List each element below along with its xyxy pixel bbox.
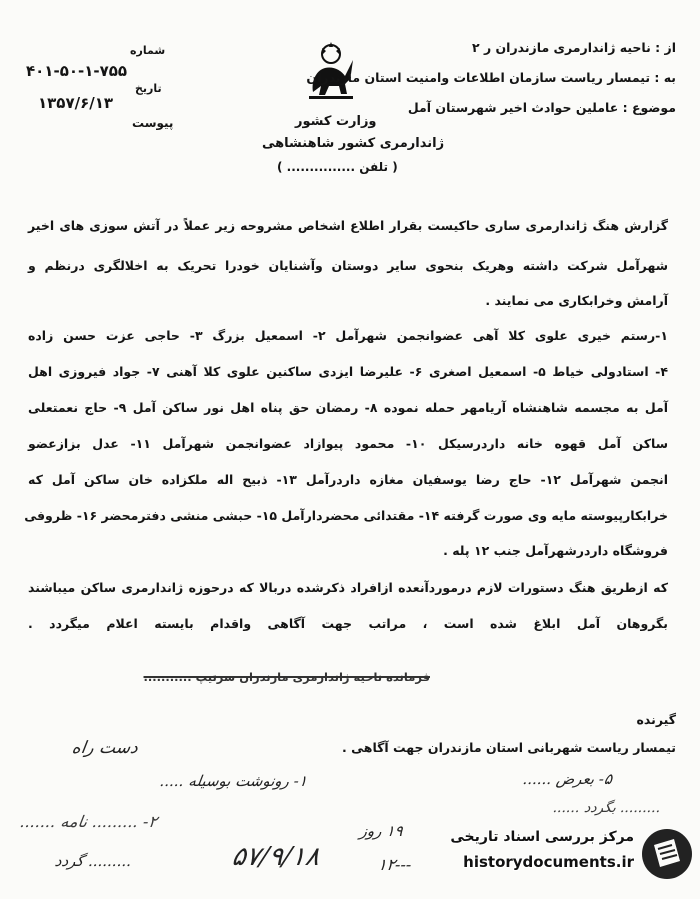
handwritten-date: ۵۷/۹/۱۸ xyxy=(229,842,322,872)
recipient-line: تیمسار ریاست شهربانی استان مازندران جهت آگاهی . xyxy=(342,740,676,755)
watermark xyxy=(394,823,694,887)
date-label: تاریخ xyxy=(135,82,162,95)
number-value: ۴۰۱-۵۰-۱-۷۵۵ xyxy=(26,62,128,80)
handwritten-note: ......... گردد xyxy=(53,852,133,870)
body-line: خرابکارپیوسته مایه وی صورت گرفته ۱۴- مقتدائی محضردارآمل ۱۵- حبشی منشی دفترمحضر ۱۶- ظروفی xyxy=(24,508,668,523)
watermark-logo-icon xyxy=(640,827,694,881)
handwritten-note: ۲- ......... نامه ....... xyxy=(18,812,159,831)
body-line: شهرآمل شرکت داشته وهریک بنحوی سایر دوستان وآشنایان خودرا تحریک به اخلالگری درنظم و xyxy=(28,258,668,273)
body-line: که ازطریق هنگ دستورات لازم درموردآنعده ازافراد ذکرشده دربالا که درحوزه ژاندارمری ساکن میباشند xyxy=(28,580,668,595)
handwritten-note: دست راه xyxy=(70,738,140,758)
date-value: ۱۳۵۷/۶/۱۳ xyxy=(38,94,114,112)
to-line: به : تیمسار ریاست سازمان اطلاعات وامنیت استان مازندران xyxy=(306,70,676,85)
body-line: گزارش هنگ ژاندارمری ساری حاکیست بقرار اطلاع اشخاص مشروحه زیر عملاً در آتش سوزی های اخیر xyxy=(28,218,668,233)
handwritten-note: ۱۹ روز xyxy=(358,822,404,840)
number-label: شماره xyxy=(130,44,166,57)
body-line: فروشگاه داردرشهرآمل جنب ۱۲ پله . xyxy=(443,543,668,558)
body-line: بگروهان آمل ابلاغ شده است ، مراتب جهت آگاهی واقدام بایسته اعلام میگردد . xyxy=(28,616,668,631)
attachment-label: پیوست xyxy=(132,116,174,130)
from-line: از : ناحیه ژاندارمری مازندران ر ۲ xyxy=(471,40,676,55)
subject-line: موضوع : عاملین حوادث اخیر شهرستان آمل xyxy=(407,100,676,115)
body-line: ساکن آمل قهوه خانه داردرسیکل ۱۰- محمود پیوازاد عضوانجمن شهرآمل ۱۱- عدل بزازعضو xyxy=(28,436,668,451)
handwritten-note: ۱۲--- xyxy=(376,855,413,874)
organization-title: ژاندارمری کشور شاهنشاهی xyxy=(262,136,445,151)
recipients-label: گیرنده xyxy=(636,712,676,727)
watermark-text: مرکز بررسی اسناد تاریخی xyxy=(450,829,634,845)
handwritten-note: ......... بگردد ...... xyxy=(551,800,662,816)
body-line: آرامش وخرابکاری می نمایند . xyxy=(485,293,668,308)
body-line: ۴- استادولی خیاط ۵- اسمعیل اصغری ۶- علیرضا ایزدی ساکنین علوی کلا آهنی ۷- جواد فیروزی اهل xyxy=(28,364,668,379)
body-line: ۱-رستم خیری علوی کلا آهی عضوانجمن شهرآمل ۲- اسمعیل بزرگ ۳- حاجی عزت حسن زاده xyxy=(28,328,668,343)
ministry-title: وزارت کشور xyxy=(295,114,377,129)
watermark-url: historydocuments.ir xyxy=(463,853,634,871)
handwritten-note: ۵- بعرض ...... xyxy=(521,770,614,788)
body-line: آمل به مجسمه شاهنشاه آریامهر حمله نموده ۸- رمضان حق پناه اهل نور ساکن آمل ۹- حاج نعمتعلی xyxy=(28,400,668,415)
body-line: انجمن شهرآمل ۱۲- حاج رضا یوسفیان مغازه داردرآمل ۱۳- ذبیح اله ملکزاده خان ساکن آمل که xyxy=(28,472,669,487)
handwritten-note: ۱- رونوشت بوسیله ..... xyxy=(158,772,309,790)
phone-label: ( تلفن ............... ) xyxy=(277,160,398,174)
signature-line: فرمانده ناحیه ژاندارمری مازندران سرتیپ ........... xyxy=(143,670,430,684)
